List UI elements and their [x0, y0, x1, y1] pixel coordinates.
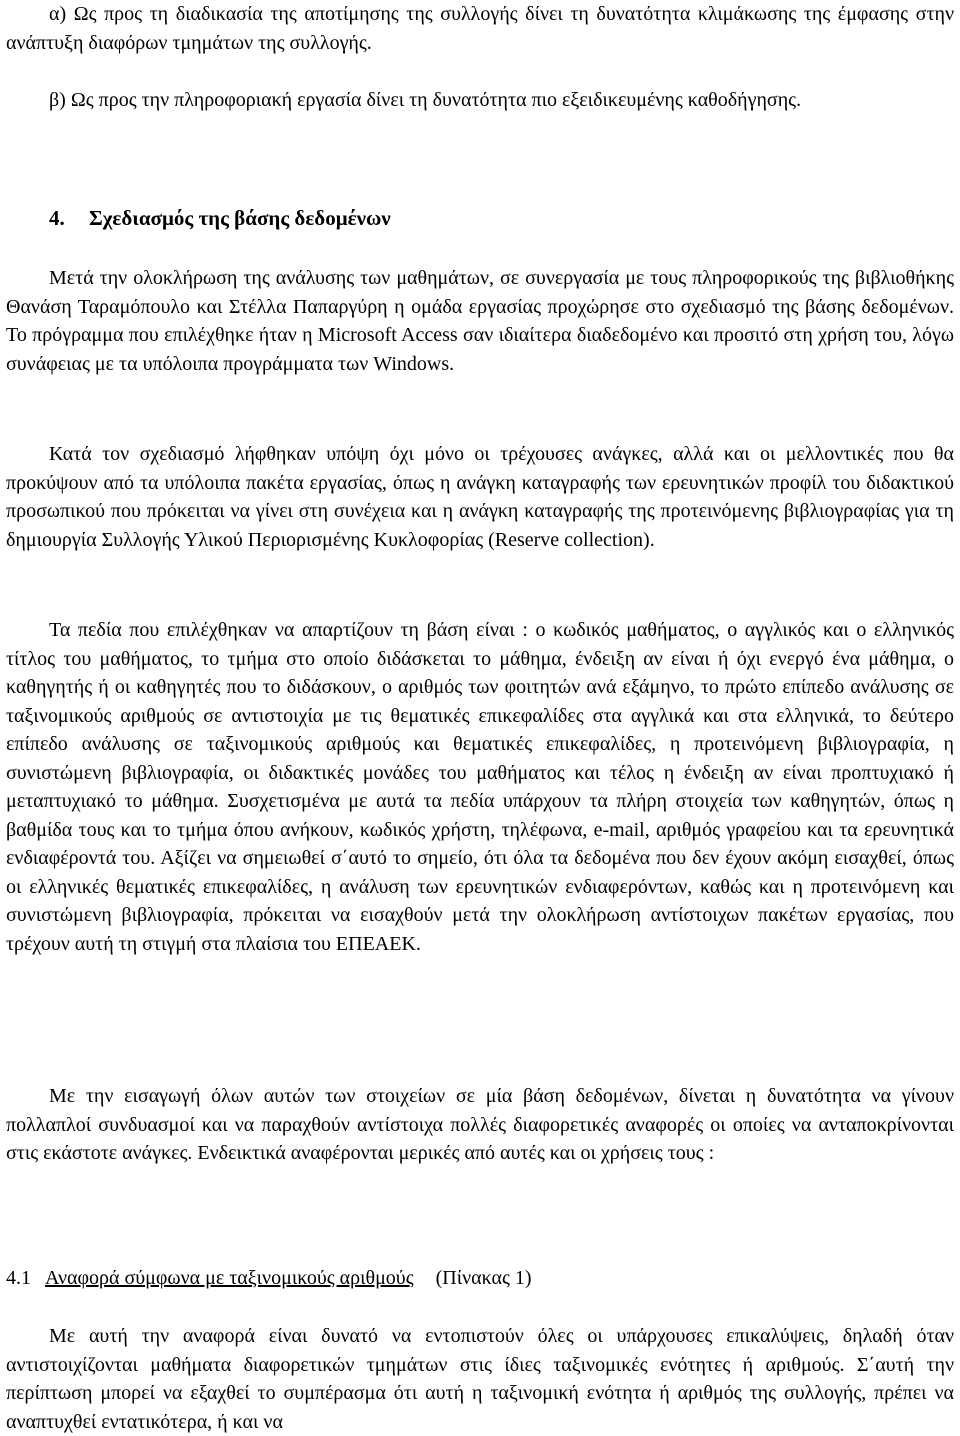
- subsection-note: (Πίνακας 1): [435, 1267, 532, 1289]
- subsection-heading: [6, 1264, 954, 1292]
- section-title: Σχεδιασμός της βάσης δεδομένων: [89, 206, 391, 230]
- paragraph-5: Με αυτή την αναφορά είναι δυνατό να εντοπιστούν όλες οι υπάρχουσες επικαλύψεις, δηλαδή όταν αντιστοιχίζονται μαθήματα διαφορετικών τμημάτων στις ίδιες ταξινομικές ενότητες ή αριθμούς. Σ΄αυτή την περίπτωση μπορεί να εξαχθεί το συμπέρασμα ότι αυτή η ταξινομική ενότητα ή αριθμός της συλλογής, πρέπει να αναπτυχθεί εντατικότερα, ή και να: [6, 1325, 954, 1433]
- paragraph-1: Μετά την ολοκλήρωση της ανάλυσης των μαθημάτων, σε συνεργασία με τους πληροφορικούς της βιβλιοθήκης Θανάση Ταραμόπουλο και Στέλλα Παπαργύρη η ομάδα εργασίας προχώρησε στο σχεδιασμό της βάσης δεδομένων. Το πρόγραμμα που επιλέχθηκε ήταν η Microsoft Access σαν ιδιαίτερα διαδεδομένο και προσιτό στη χρήση του, λόγω συνάφειας με τα υπόλοιπα προγράμματα των Windows.: [6, 267, 954, 375]
- paragraph-4: Με την εισαγωγή όλων αυτών των στοιχείων σε μία βάση δεδομένων, δίνεται η δυνατότητα να γίνουν πολλαπλοί συνδυασμοί και να παραχθούν αντίστοιχα πολλές διαφορετικές αναφορές οι οποίες να ανταποκρίνονται στις εκάστοτε ανάγκες. Ενδεικτικά αναφέρονται μερικές από αυτές και οι χρήσεις τους :: [6, 1085, 954, 1164]
- section-number: 4.: [49, 206, 65, 230]
- paragraph-beta: β) Ως προς την πληροφοριακή εργασία δίνει τη δυνατότητα πιο εξειδικευμένης καθοδήγησης.: [49, 89, 802, 111]
- paragraph-3: Τα πεδία που επιλέχθηκαν να απαρτίζουν τη βάση είναι : ο κωδικός μαθήματος, ο αγγλικός και ο ελληνικός τίτλος του μαθήματος, το τμήμα στο οποίο διδάσκεται το μάθημα, ένδειξη αν είναι ή όχι ενεργό ένα μάθημα, ο καθηγητής ή οι καθηγητές που το διδάσκουν, ο αριθμός των φοιτητών ανά εξάμηνο, το πρώτο επίπεδο ανάλυσης σε ταξινομικούς αριθμούς σε αντιστοιχία με τις θεματικές επικεφαλίδες στα αγγλικά και στα ελληνικά, το δεύτερο επίπεδο ανάλυσης σε ταξινομικούς αριθμούς και θεματικές επικεφαλίδες, η προτεινόμενη βιβλιογραφία, η συνιστώμενη βιβλιογραφία, οι διδακτικές μονάδες του μαθήματος και τέλος η ένδειξη αν είναι προπτυχιακό ή μεταπτυχιακό το μάθημα. Συσχετισμένα με αυτά τα πεδία υπάρχουν τα πλήρη στοιχεία των καθηγητών, όπως η βαθμίδα τους και το τμήμα όπου ανήκουν, κωδικός χρήστη, τηλέφωνα, e-mail, αριθμός γραφείου και τα ερευνητικά ενδιαφέροντά του. Αξίζει να σημειωθεί σ΄αυτό το σημείο, ότι όλα τα δεδομένα που δεν έχουν ακόμη εισαχθεί, όπως οι ελληνικές θεματικές επικεφαλίδες, η ανάλυση των ερευνητικών ενδιαφερόντων, καθώς και η προτεινόμενη και συνιστώμενη βιβλιογραφία, πρόκειται να εισαχθούν μετά την ολοκλήρωση αντίστοιχων πακέτων εργασίας, που τρέχουν αυτή τη στιγμή στα πλαίσια του ΕΠΕΑΕΚ.: [6, 619, 954, 955]
- subsection-title: Αναφορά σύμφωνα με ταξινομικούς αριθμούς: [45, 1267, 414, 1289]
- paragraph-2: Κατά τον σχεδιασμό λήφθηκαν υπόψη όχι μόνο οι τρέχουσες ανάγκες, αλλά και οι μελλοντικές που θα προκύψουν από τα υπόλοιπα πακέτα εργασίας, όπως η ανάγκη καταγραφής των ερευνητικών προφίλ του διδακτικού προσωπικού που πρόκειται να γίνει στη συνέχεια και η ανάγκη καταγραφής της προτεινόμενης βιβλιογραφίας για τη δημιουργία Συλλογής Υλικού Περιορισμένης Κυκλοφορίας (Reserve collection).: [6, 443, 954, 551]
- subsection-number: 4.1: [6, 1267, 31, 1289]
- section-heading: [6, 204, 954, 232]
- paragraph-alpha: α) Ως προς τη διαδικασία της αποτίμησης της συλλογής δίνει τη δυνατότητα κλιμάκωσης της έμφασης στην ανάπτυξη διαφόρων τμημάτων της συλλογής.: [6, 3, 954, 54]
